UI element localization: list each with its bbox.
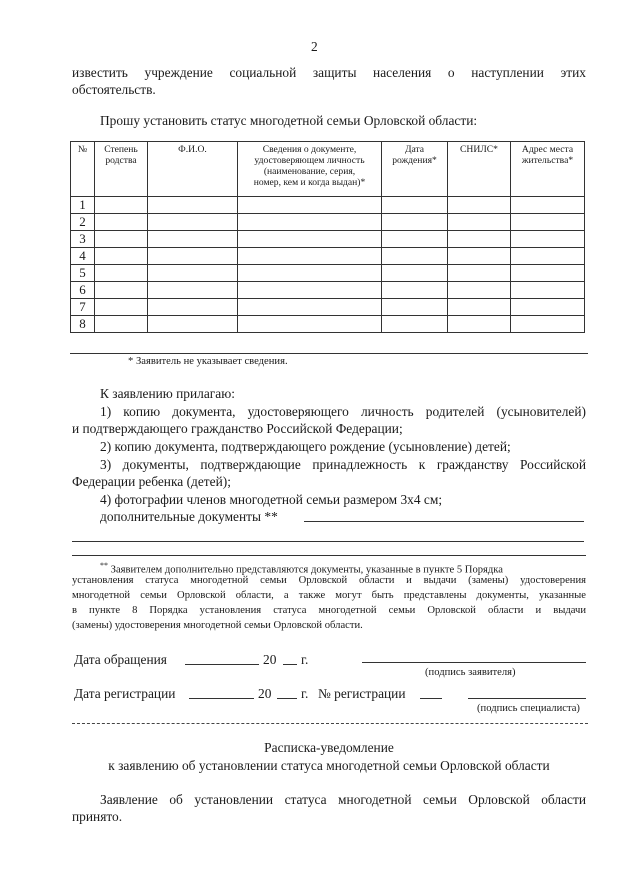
registration-number-blank (420, 698, 442, 699)
table-row (71, 316, 585, 333)
table-row (71, 231, 585, 248)
receipt-line-2: принято. (72, 809, 123, 824)
appeal-year-suffix: г. (301, 652, 309, 667)
footnote-applicant: * Заявитель не указывает сведения. (128, 356, 288, 367)
intro-line-2: обстоятельств. (72, 82, 156, 97)
footnote-separator (72, 555, 586, 556)
footnote-extra-line-5: (замены) удостоверения многодетной семьи Орловской области. (72, 620, 363, 631)
row-number: 8 (71, 316, 95, 333)
registration-date-label: Дата регистрации (74, 686, 176, 701)
registration-date-blank (189, 698, 254, 699)
separator-line (70, 353, 588, 354)
header-address: Адрес места жительства* (511, 142, 585, 197)
header-document: Сведения о документе, удостоверяющем личность (наименование, серия, номер, кем и когда выдан)* (238, 142, 382, 197)
header-num: № (71, 142, 95, 197)
registration-number-label: № регистрации (318, 686, 406, 701)
table-row (71, 265, 585, 282)
intro-line-1: известить учреждение социальной защиты населения о наступлении этих (72, 65, 586, 80)
cut-line (72, 723, 588, 724)
attach-item-2: 2) копию документа, подтверждающего рождение (усыновление) детей; (100, 439, 511, 454)
footnote-extra-line-2: установления статуса многодетной семьи Орловской области и выдачи (замены) удостоверения (72, 575, 586, 586)
footnote-extra-line-3: многодетной семьи Орловской области, а также могут быть представлены документы, указанные (72, 590, 586, 601)
footnote-extra-line-1: ** Заявителем дополнительно представляются документы, указанные в пункте 5 Порядка (100, 561, 503, 576)
table-row (71, 214, 585, 231)
extra-docs-line-2 (72, 541, 584, 542)
attach-item-1a: 1) копию документа, удостоверяющего личность родителей (усыновителей) (100, 404, 586, 419)
table-row (71, 248, 585, 265)
row-number: 7 (71, 299, 95, 316)
row-number: 1 (71, 197, 95, 214)
receipt-line-1: Заявление об установлении статуса многодетной семьи Орловской области (100, 792, 586, 807)
table-row (71, 299, 585, 316)
applicant-signature-caption: (подпись заявителя) (425, 667, 516, 678)
header-relation: Степень родства (95, 142, 148, 197)
registration-year-blank (277, 698, 297, 699)
header-fio: Ф.И.О. (148, 142, 238, 197)
appeal-year-prefix: 20 (263, 652, 277, 667)
attach-item-4: 4) фотографии членов многодетной семьи размером 3х4 см; (100, 492, 443, 507)
row-number: 6 (71, 282, 95, 299)
applicant-signature-line (362, 662, 586, 663)
attach-item-3b: Федерации ребенка (детей); (72, 474, 231, 489)
appeal-date-blank (185, 664, 259, 665)
request-text: Прошу установить статус многодетной семьи Орловской области: (100, 113, 478, 128)
registration-year-suffix: г. (301, 686, 309, 701)
family-members-table (70, 141, 585, 333)
table-row (71, 197, 585, 214)
attach-item-1b: и подтверждающего гражданство Российской Федерации; (72, 421, 403, 436)
specialist-signature-line (468, 698, 586, 699)
row-number: 2 (71, 214, 95, 231)
attach-item-3a: 3) документы, подтверждающие принадлежность к гражданству Российской (100, 457, 586, 472)
registration-year-prefix: 20 (258, 686, 272, 701)
table-row (71, 282, 585, 299)
attach-extra-label: дополнительные документы ** (100, 509, 278, 524)
specialist-signature-caption: (подпись специалиста) (477, 703, 580, 714)
row-number: 4 (71, 248, 95, 265)
appeal-date-label: Дата обращения (74, 652, 167, 667)
receipt-subtitle: к заявлению об установлении статуса многодетной семьи Орловской области (108, 758, 550, 773)
footnote-mark: ** (100, 561, 108, 570)
header-birth-date: Дата рождения* (382, 142, 448, 197)
row-number: 3 (71, 231, 95, 248)
attach-title: К заявлению прилагаю: (100, 386, 235, 401)
page-number: 2 (311, 39, 318, 54)
row-number: 5 (71, 265, 95, 282)
header-snils: СНИЛС* (448, 142, 511, 197)
receipt-title: Расписка-уведомление (264, 740, 394, 755)
footnote-extra-line-4: в пункте 8 Порядка установления статуса многодетной семьи Орловской области и выдачи (72, 605, 586, 616)
appeal-year-blank (283, 664, 297, 665)
table-header-row (71, 142, 585, 197)
extra-docs-line (304, 521, 584, 522)
